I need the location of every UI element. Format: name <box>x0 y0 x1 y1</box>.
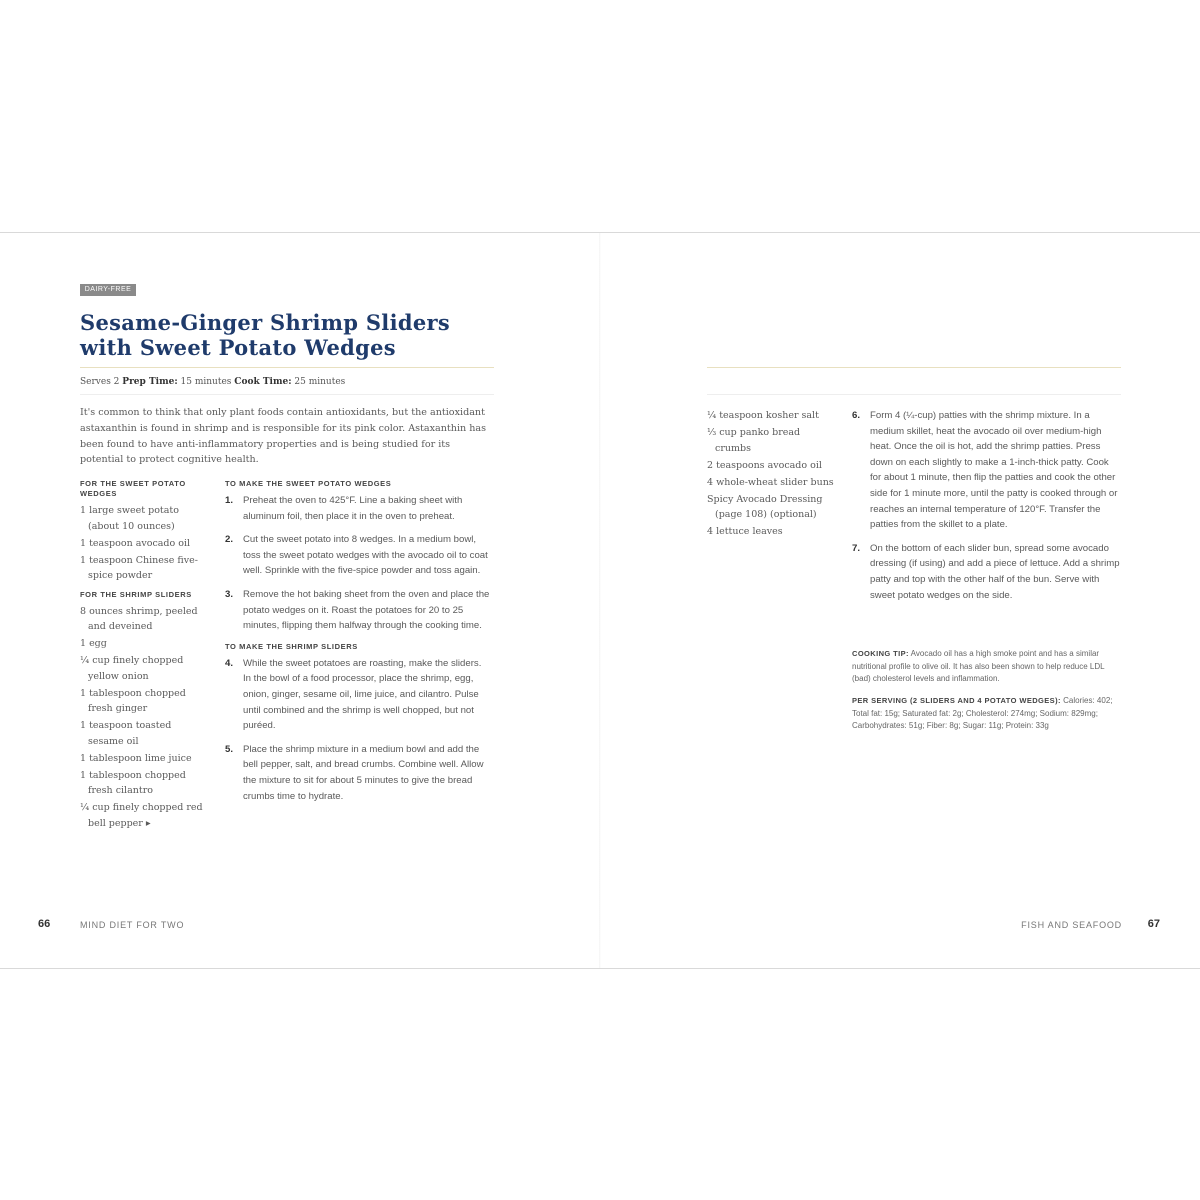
serves: Serves 2 <box>80 377 120 387</box>
step-number: 2. <box>225 534 234 546</box>
direction-step <box>225 742 491 804</box>
direction-step <box>225 493 491 524</box>
ingredient-item: 4 lettuce leaves <box>707 526 783 537</box>
ingredients-left <box>80 479 208 833</box>
right-title-rule <box>707 367 1121 368</box>
ingredients-right <box>707 408 835 541</box>
step-number: 5. <box>225 743 234 755</box>
step-text: Preheat the oven to 425°F. Line a baking sheet with aluminum foil, then place it in the oven to preheat. <box>243 495 463 522</box>
meta-rule <box>80 394 494 395</box>
page-number-left: 66 <box>38 918 51 930</box>
directions-heading-wedges: TO MAKE THE SWEET POTATO WEDGES <box>225 479 392 488</box>
cook-value: 25 minutes <box>294 377 346 387</box>
step-number: 7. <box>852 542 861 554</box>
step-text: Place the shrimp mixture in a medium bowl and add the bell pepper, salt, and bread crumbs. Combine well. Allow the mixture to sit for about 5 minutes to give the bread crumbs time to hydrate. <box>243 743 484 802</box>
ingredient-item: 1 tablespoon chopped fresh ginger <box>80 687 186 714</box>
ingredient-item: 2 teaspoons avocado oil <box>707 459 822 471</box>
recipe-meta <box>80 377 345 387</box>
direction-step <box>225 656 491 734</box>
direction-step <box>852 541 1122 603</box>
headnote: It's common to think that only plant foods contain antioxidants, but the antioxidant astaxanthin is found in shrimp and is responsible for its pink color. Astaxanthin has been found to have anti-inflammatory properties and is being studied for its potential to protect cognitive health. <box>80 407 487 466</box>
cooking-tip <box>852 648 1122 686</box>
book-gutter <box>599 233 601 968</box>
ingredient-item: ¼ teaspoon kosher salt <box>707 410 819 421</box>
ingredient-item: 4 whole-wheat slider buns <box>707 476 834 488</box>
cooking-tip-label: COOKING TIP: <box>852 649 909 658</box>
ingredient-item: 8 ounces shrimp, peeled and deveined <box>80 605 198 632</box>
right-meta-rule <box>707 394 1121 395</box>
direction-step <box>225 587 491 634</box>
ingredient-item: 1 egg <box>80 638 107 649</box>
ingredient-item: 1 large sweet potato (about 10 ounces) <box>80 505 179 532</box>
step-text: While the sweet potatoes are roasting, make the sliders. In the bowl of a food processor, place the shrimp, egg, onion, ginger, sesame oil, lime juice, and cilantro. Pulse until combined and the shrimp is well chopped, but not puréed. <box>243 657 482 732</box>
direction-step <box>225 532 491 579</box>
direction-step <box>852 408 1122 533</box>
nutrition-label: PER SERVING (2 SLIDERS AND 4 POTATO WEDGES): <box>852 696 1061 705</box>
step-number: 4. <box>225 657 234 669</box>
ingredient-item: 1 teaspoon toasted sesame oil <box>80 720 172 747</box>
ingredient-item: 1 tablespoon lime juice <box>80 752 192 764</box>
directions-heading-shrimp: TO MAKE THE SHRIMP SLIDERS <box>225 641 358 651</box>
ingredient-item: ¼ cup finely chopped yellow onion <box>80 655 184 682</box>
ingredient-item: Spicy Avocado Dressing (page 108) (optional) <box>707 493 823 520</box>
step-text: On the bottom of each slider bun, spread some avocado dressing (if using) and add a piece of lettuce. Add a shrimp patty and top with the other half of the bun. Serve with sweet potato wedges on the side. <box>870 542 1120 601</box>
recipe-title: Sesame-Ginger Shrimp Sliders with Sweet Potato Wedges <box>80 310 450 360</box>
directions-left <box>225 479 491 812</box>
step-text: Remove the hot baking sheet from the oven and place the potato wedges on it. Roast the potatoes for 20 to 25 minutes, flipping them halfway through the cooking time. <box>243 588 490 632</box>
step-number: 1. <box>225 495 234 506</box>
directions-right <box>852 408 1122 611</box>
ingredients-heading-shrimp: FOR THE SHRIMP SLIDERS <box>80 589 192 599</box>
prep-label: Prep Time: <box>122 377 178 387</box>
ingredients-heading-wedges: FOR THE SWEET POTATO WEDGES <box>80 479 186 498</box>
page-number-right: 67 <box>1147 918 1160 930</box>
step-number: 6. <box>852 410 861 421</box>
nutrition-text: Calories: 402; Total fat: 15g; Saturated fat: 2g; Cholesterol: 274mg; Sodium: 829mg; Carbohydrates: 51g; Fiber: 8g; Sugar: 11g; Protein: 33g <box>852 696 1113 730</box>
cook-label: Cook Time: <box>234 377 292 387</box>
nutrition-info <box>852 695 1122 733</box>
ingredient-item: ¼ cup finely chopped red bell pepper ▸ <box>80 802 203 829</box>
step-text: Cut the sweet potato into 8 wedges. In a medium bowl, toss the sweet potato wedges with the avocado oil to coat well. Sprinkle with the five-spice powder and toss again. <box>243 534 488 577</box>
title-rule <box>80 367 494 368</box>
ingredient-item: 1 teaspoon Chinese five-spice powder <box>80 554 198 581</box>
running-head-left: MIND DIET FOR TWO <box>80 920 185 930</box>
ingredient-item: 1 teaspoon avocado oil <box>80 537 191 549</box>
dietary-tag: DAIRY-FREE <box>80 284 136 296</box>
running-head-right: FISH AND SEAFOOD <box>1021 920 1122 930</box>
cooking-tip-text: Avocado oil has a high smoke point and has a similar nutritional profile to olive oil. It has also been shown to help reduce LDL (bad) cholesterol levels and inflammation. <box>852 649 1105 683</box>
step-number: 3. <box>225 588 234 600</box>
ingredient-item: ⅓ cup panko bread crumbs <box>707 427 801 454</box>
ingredient-item: 1 tablespoon chopped fresh cilantro <box>80 769 186 796</box>
step-text: Form 4 (¼-cup) patties with the shrimp mixture. In a medium skillet, heat the avocado oil over medium-high heat. Once the oil is hot, add the shrimp patties. Press down on each slightly to make a 1-inch-thick patty. Cook for about 1 minute, then flip the patties and cook the other side for 1 minute more, until the patty is cooked through or reaches an internal temperature of 120°F. Transfer the patties from the skillet to a plate. <box>870 410 1118 531</box>
prep-value: 15 minutes <box>180 377 232 387</box>
